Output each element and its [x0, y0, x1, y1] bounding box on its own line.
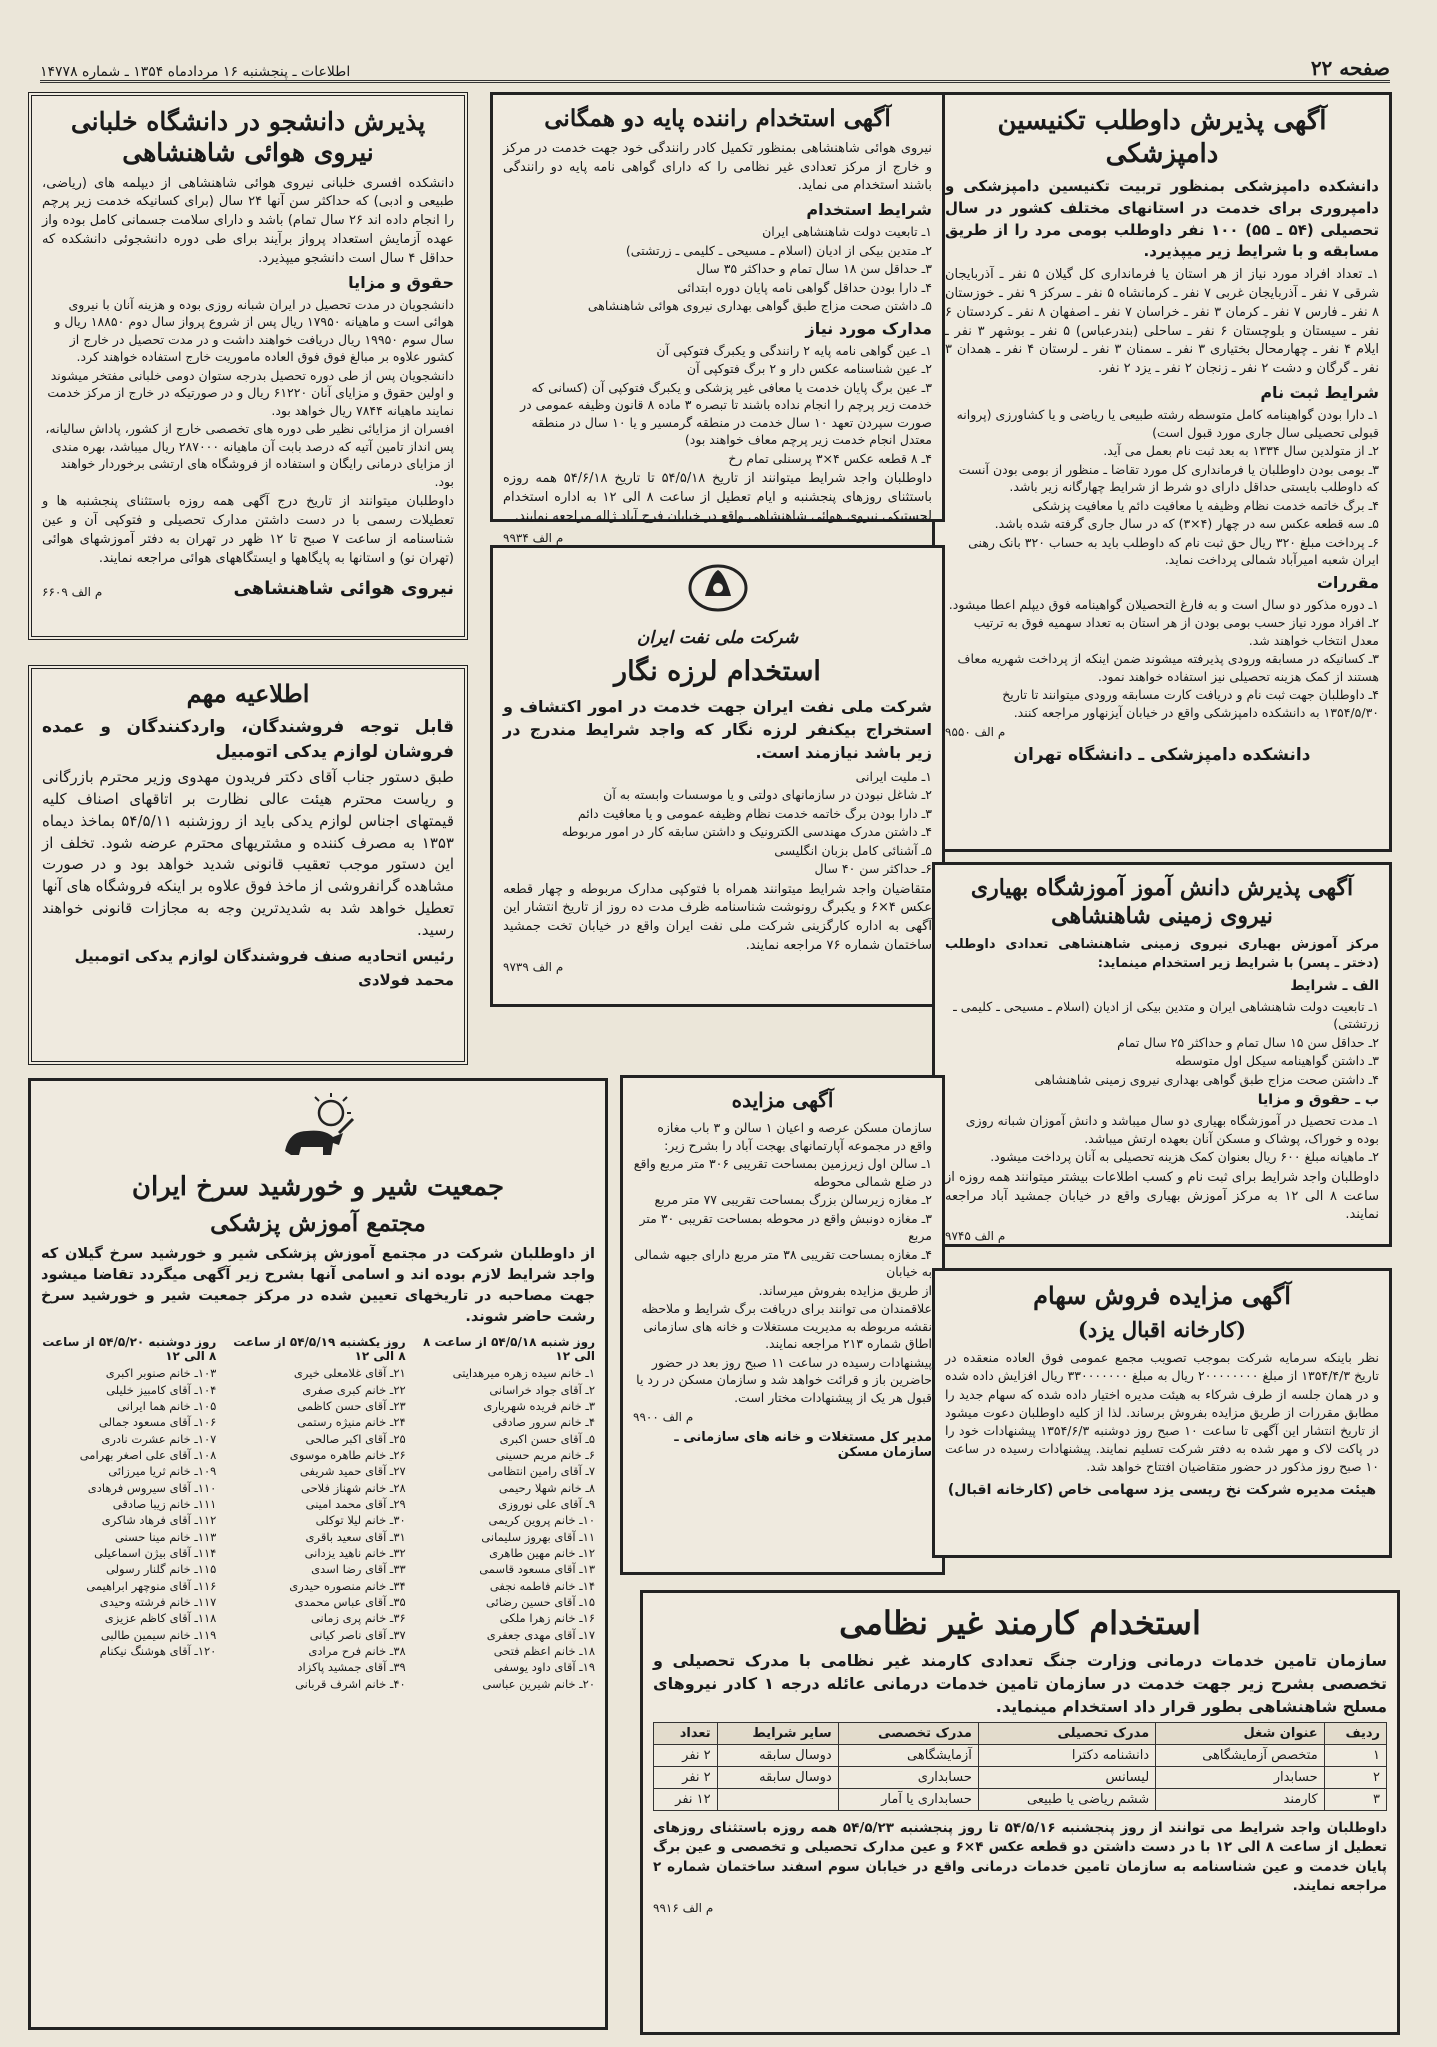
student-ad-benefit: افسران از مزایائی نظیر طی دوره های تخصصی خارج از کشور، پاداش سالیانه، پس انداز تامین آتیه که درصد بابت آن ماهیانه ۲۸۷۰۰۰ ریال میباشد، بهره مندی از مزایای درمانی رایگان و استفاده از فروشگاه های ارتشی برخوردار خواهند بود. — [45, 421, 454, 489]
student-ad-code: م الف ۶۶۰۹ — [42, 584, 103, 599]
auction-ad-line: از طریق مزایده بفروش میرساند. — [758, 1282, 932, 1298]
driver-ad-condition: ۲ـ متدین بیکی از ادیان (اسلام ـ مسیحی ـ کلیمی ـ زرتشتی) — [625, 242, 932, 258]
driver-ad-condition: ۱ـ تابعیت دولت شاهنشاهی ایران — [762, 224, 932, 240]
page-header — [40, 58, 1390, 83]
notice-title: اطلاعیه مهم — [186, 679, 310, 708]
school-ad-a-item: ۱ـ تابعیت دولت شاهنشاهی ایران و متدین بیکی از ادیان (اسلام ـ مسیحی ـ کلیمی ـ زرتشتی) — [953, 998, 1379, 1032]
oil-ad-condition: ۱ـ ملیت ایرانی — [855, 768, 932, 784]
candidate-name: ۳۸ـ خانم فرح مرادی — [308, 1643, 406, 1658]
redlion-ad-subtitle: مجتمع آموزش پزشکی — [210, 1209, 426, 1237]
candidate-name: ۳۲ـ خانم ناهید یزدانی — [304, 1545, 406, 1560]
school-ad-a-title: الف ـ شرایط — [1290, 977, 1379, 994]
candidate-name: ۸ـ خانم شهلا رحیمی — [498, 1480, 595, 1495]
candidate-name: ۱۰ـ خانم پروین کریمی — [488, 1513, 595, 1528]
vet-ad-rule: ۳ـ کسانیکه در مسابقه ورودی پذیرفته میشوند ضمن اینکه از پرداخت شهریه معاف هستند از کمک هزینه تحصیلی نیز استفاده خواهند نمود. — [957, 651, 1379, 684]
jobs-table — [653, 1722, 1387, 1811]
candidate-name: ۱۰۵ـ خانم هما ایرانی — [117, 1398, 217, 1413]
auction-ad-title: آگهی مزایده — [731, 1088, 834, 1112]
candidate-name: ۲۶ـ خانم طاهره موسوی — [289, 1447, 406, 1462]
column-header: تعداد — [654, 1722, 718, 1744]
pilot-student-ad — [28, 92, 468, 640]
candidate-name: ۶ـ خانم مریم حسینی — [495, 1447, 595, 1462]
driver-ad-condition: ۴ـ دارا بودن حداقل گواهی نامه پایان دوره ابتدائی — [677, 279, 932, 295]
vet-ad-signature: دانشکده دامپزشکی ـ دانشگاه تهران — [1013, 745, 1311, 766]
auction-ad-line: ۳ـ مغازه دونبش واقع در محوطه بمساحت تقریبی ۳۰ متر مربع — [639, 1210, 932, 1243]
table-cell: لیسانس — [978, 1766, 1155, 1788]
auction-ad-signature: مدیر کل مستغلات و خانه های سازمانی ـ سازمان مسکن — [674, 1430, 932, 1460]
vet-ad-rule: ۱ـ دوره مذکور دو سال است و به فارغ التحصیلان گواهینامه فوق دیپلم اعطا میشود. — [948, 596, 1379, 612]
vet-ad-rule: ۲ـ افراد مورد نیاز حسب بومی بودن از هر استان به تعداد سهمیه فوق به ترتیب معدل انتخاب خواهند شد. — [973, 615, 1379, 648]
candidate-name: ۱۰۴ـ آقای کامبیز خلیلی — [106, 1382, 217, 1397]
candidate-name: ۱۰۹ـ خانم ثریا میرزائی — [108, 1464, 217, 1479]
driver-ad-doc: ۳ـ عین برگ پایان خدمت یا معافی غیر پزشکی و یکبرگ فتوکپی آن (کسانی که خدمت زیر پرچم را انجام نداده باشند تا تبصره ۳ ماده ۸ قانون وظیفه عمومی در صورت سپردن تعهد ۱۰ سال خدمت در منطقه گرمسیر و یا ۱۰ سال در منطقه معتدل انجام خدمت زیر پرچم معاف خواهند بود) — [520, 379, 932, 448]
student-ad-signature: نیروی هوائی شاهنشاهی — [233, 577, 454, 599]
vet-ad-intro: دانشکده دامپزشکی بمنظور تربیت تکنیسین دامپزشکی و دامپروری برای خدمت در استانهای مختلف کشور در سال تحصیلی (۵۴ ـ ۵۵) ۱۰۰ نفر داوطلب بومی مرد را از طریق مسابقه و با شرایط زیر میپذیرد. — [945, 177, 1380, 261]
candidate-name: ۱۱۰ـ آقای سیروس فرهادی — [87, 1480, 217, 1495]
candidate-name: ۳۴ـ خانم منصوره حیدری — [289, 1578, 406, 1593]
student-ad-benefits-title: حقوق و مزایا — [348, 272, 454, 292]
oil-ad-condition: ۴ـ داشتن مدرک مهندسی الکترونیک و داشتن سابقه کار در امور مربوطه — [561, 824, 932, 840]
auction-ad-line: سازمان مسکن عرصه و اعیان ۱ سالن و ۳ باب مغازه واقع در مجموعه آپارتمانهای بهجت آباد را بشرح زیر: — [657, 1120, 932, 1153]
school-ad-a-item: ۴ـ داشتن صحت مزاج طبق گواهی بهداری نیروی زمینی شاهنشاهی — [1034, 1071, 1379, 1087]
candidate-name: ۱۰۳ـ خانم صنوبر اکبری — [105, 1366, 217, 1381]
oil-ad-code: م الف ۹۷۳۹ — [503, 959, 564, 974]
clerk-ad-title: استخدام کارمند غیر نظامی — [839, 1604, 1201, 1642]
driver-ad-docs-title: مدارک مورد نیاز — [805, 318, 932, 338]
vet-ad-condition: ۱ـ دارا بودن گواهینامه کامل متوسطه رشته طبیعی یا ریاضی و یا کشاورزی (پروانه قبولی تحصیلی سال جاری مورد قبول است) — [956, 407, 1379, 440]
candidate-name: ۱۱۲ـ آقای فرهاد شاکری — [101, 1513, 217, 1528]
notice-body: طبق دستور جناب آقای دکتر فریدون مهدوی وزیر محترم بازرگانی و ریاست محترم هیئت عالی نظارت بر اتاقهای اصناف کلیه قیمتهای اجناس لوازم یدکی باید از روزشنبه ۵۴/۵/۱۱ بماخذ دیماه ۱۳۵۳ به مصرف کننده و مشتریهای محترم عرضه شود. تخلف از این دستور موجب تعقیب قانونی شدید خواهد بود و در صورت مشاهده گرانفروشی از ماخذ فوق علاوه بر اینکه فروشگاه های آنها تعطیل خواهد شد به شدیدترین وجه به مجازات قانونی خواهند رسید. — [42, 768, 454, 939]
candidate-name: ۱۰۷ـ خانم عشرت نادری — [101, 1431, 217, 1446]
table-cell: ۱ — [1324, 1744, 1386, 1766]
candidate-name: ۲۳ـ آقای حسن کاظمی — [297, 1398, 406, 1413]
candidate-name: ۴ـ خانم سرور صادقی — [492, 1415, 595, 1430]
notice-signature: رئیس اتحادیه صنف فروشندگان لوازم یدکی اتومبیل — [74, 947, 454, 966]
candidate-name: ۱۹ـ آقای داود یوسفی — [493, 1660, 595, 1675]
candidate-name: ۱۴ـ خانم فاطمه نجفی — [489, 1578, 595, 1593]
candidate-name: ۳۵ـ آقای عباس محمدی — [294, 1594, 406, 1609]
table-cell: ۱۲ نفر — [654, 1788, 718, 1810]
nursing-school-ad — [932, 862, 1392, 1247]
candidate-name: ۱۶ـ خانم زهرا ملکی — [499, 1611, 595, 1626]
school-ad-a-item: ۳ـ داشتن گواهینامه سیکل اول متوسطه — [1175, 1053, 1379, 1069]
candidate-name: ۲۷ـ آقای حمید شریفی — [299, 1464, 406, 1479]
candidate-name: ۳۹ـ آقای جمشید پاکزاد — [297, 1660, 406, 1675]
candidate-name: ۲۹ـ آقای محمد امینی — [305, 1496, 406, 1511]
column-header: سایر شرایط — [717, 1722, 838, 1744]
vet-ad-conditions-title: شرایط ثبت نام — [1260, 383, 1379, 403]
auction-ad-line: پیشنهادات رسیده در ساعت ۱۱ صبح روز بعد در حضور حاضرین باز و قرائت خواهد شد و سازمان مسکن در رد یا قبول هر یک از پیشنهادات مختار است. — [636, 1354, 932, 1405]
driver-ad-doc: ۲ـ عین شناسنامه عکس دار و ۲ برگ فتوکپی آن — [686, 361, 932, 377]
candidate-column-2 — [230, 1331, 405, 1692]
oil-company-logo — [503, 560, 932, 624]
student-ad-closing: داوطلبان میتوانند از تاریخ درج آگهی همه روزه باستثنای پنجشنبه ها و تعطیلات رسمی با در دست داشتن مدارک تحصیلی و فتوکپی آن و عین شناسنامه از ساعت ۷ صبح تا ۱۲ ظهر در تهران به دفتر آموزشهای هوائی (تهران نو) و استانها به پایگاهها و ایستگاههای هوائی مراجعه نمایند. — [42, 494, 454, 566]
candidate-name: ۱۱۴ـ آقای بیژن اسماعیلی — [94, 1545, 217, 1560]
vet-technician-ad — [932, 92, 1392, 852]
table-cell: ۲ نفر — [654, 1766, 718, 1788]
oil-emblem-icon — [673, 560, 763, 620]
table-cell: کارمند — [1156, 1788, 1325, 1810]
jobs-table-header — [654, 1722, 1387, 1744]
issue-info: اطلاعات ـ پنجشنبه ۱۶ مردادماه ۱۳۵۴ ـ شماره ۱۴۷۷۸ — [40, 64, 351, 80]
column-header: عنوان شغل — [1156, 1722, 1325, 1744]
shares-ad-subtitle: (کارخانه اقبال یزد) — [1077, 1317, 1247, 1342]
clerk-ad-closing: داوطلبان واجد شرایط می توانند از روز پنجشنبه ۵۴/۵/۱۶ تا روز پنجشنبه ۵۴/۵/۲۳ همه روزه باستثنای روزهای تعطیل از ساعت ۸ الی ۱۲ با در دست داشتن دو قطعه عکس ۴×۶ و عین مدارک تحصیلی و تخصصی و عین برگ پایان خدمت و عین شناسنامه به سازمان تامین خدمات درمانی واقع در خیابان سوم اسفند ساختمان شماره ۲ مراجعه نمایند. — [653, 1819, 1387, 1895]
table-cell: دوسال سابقه — [717, 1766, 838, 1788]
vet-ad-rule: ۴ـ داوطلبان جهت ثبت نام و دریافت کارت مسابقه ورودی میتوانند تا تاریخ ۱۳۵۴/۵/۳۰ به دانشکده دامپزشکی واقع در خیابان آیزنهاور مراجعه کنند. — [1002, 687, 1379, 720]
redlion-ad-intro: از داوطلبان شرکت در مجتمع آموزش پزشکی شیر و خورشید سرخ گیلان که واجد شرایط لازم بوده اند و اسامی آنها بشرح زیر آگهی میگردد تقاضا میشود جهت مصاحبه در تاریخهای تعیین شده در مرکز جمعیت شیر و خورشید سرخ رشت حاضر شوند. — [41, 1246, 595, 1326]
student-ad-benefit: دانشجویان در مدت تحصیل در ایران شبانه روزی بوده و هزینه آنان با نیروی هوائی است و ماهیانه ۱۷۹۵۰ ریال پس از شروع پرواز سال دوم ۱۸۸۵۰ ریال و سال سوم ۱۹۹۵۰ ریال دریافت خواهند داشت و در مدت تحصیل در خارج از کشور علاوه بر مبالغ فوق فوق العاده ماموریت خارج استفاده خواهند کرد. — [54, 296, 454, 365]
table-cell: ۳ — [1324, 1788, 1386, 1810]
notice-name: محمد فولادی — [358, 971, 454, 990]
candidate-name: ۷ـ آقای رامین انتظامی — [487, 1464, 595, 1479]
school-ad-code: م الف ۹۷۴۵ — [945, 1229, 1006, 1244]
vet-ad-code: م الف ۹۵۵۰ — [945, 725, 1006, 740]
candidate-name: ۱۱ـ آقای بهروز سلیمانی — [481, 1529, 595, 1544]
candidate-name: ۱۱۱ـ خانم زیبا صادقی — [112, 1496, 217, 1511]
oil-ad-condition: ۵ـ آشنائی کامل بزبان انگلیسی — [774, 842, 932, 858]
table-cell — [717, 1788, 838, 1810]
school-ad-b-title: ب ـ حقوق و مزایا — [1257, 1092, 1379, 1109]
table-row — [654, 1744, 1387, 1766]
candidate-name: ۱۰۶ـ آقای مسعود جمالی — [98, 1415, 217, 1430]
school-ad-b-item: ۲ـ ماهیانه مبلغ ۶۰۰ ریال بعنوان کمک هزینه تحصیلی به آنان پرداخت میشود. — [990, 1149, 1379, 1165]
vet-ad-title: آگهی پذیرش داوطلب تکنیسین دامپزشکی — [997, 106, 1327, 169]
clerk-ad-code: م الف ۹۹۱۶ — [653, 1900, 714, 1915]
driver-ad-condition: ۳ـ حداقل سن ۱۸ سال تمام و حداکثر ۳۵ سال — [696, 261, 932, 277]
student-ad-benefit: دانشجویان پس از طی دوره تحصیل بدرجه ستوان دومی خلبانی مفتخر میشوند و اولین حقوق و مزایای آنان ۶۱۲۲۰ ریال و در صورتیکه در خارج از مرکز خدمت نمایند ماهیانه ۷۸۴۴ ریال خواهد بود. — [47, 367, 454, 418]
candidate-column-3 — [41, 1331, 216, 1692]
candidate-name: ۲۴ـ خانم منیژه رستمی — [297, 1415, 406, 1430]
table-cell: حسابدار — [1156, 1766, 1325, 1788]
table-row — [654, 1788, 1387, 1810]
table-cell: حسابداری یا آمار — [838, 1788, 978, 1810]
table-cell: ۲ — [1324, 1766, 1386, 1788]
auction-ad-line: ۲ـ مغازه زیرسالن بزرگ بمساحت تقریبی ۷۷ متر مربع — [654, 1192, 932, 1207]
candidate-name: ۲۲ـ خانم کبری صفری — [302, 1382, 406, 1397]
driver-ad-closing: داوطلبان واجد شرایط میتوانند از تاریخ ۵۴/۵/۱۸ تا تاریخ ۵۴/۶/۱۸ همه روزه باستثنای روزهای پنجشنبه و ایام تعطیل از ساعت ۸ الی ۱۲ به اداره استخدام لجستیکی نیروی هوائی شاهنشاهی واقع در خیابان فرح آباد ژاله مراجعه نمایند. — [503, 471, 933, 524]
school-ad-intro: مرکز آموزش بهیاری نیروی زمینی شاهنشاهی تعدادی داوطلب (دختر ـ پسر) با شرایط زیر استخدام مینماید: — [945, 937, 1379, 971]
shares-ad-title: آگهی مزایده فروش سهام — [1033, 1281, 1291, 1310]
notice-headline: قابل توجه فروشندگان، واردکنندگان و عمده فروشان لوازم یدکی اتومبیل — [42, 717, 454, 762]
candidate-name: ۱ـ خانم سیده زهره میرهدایتی — [452, 1366, 595, 1381]
oil-ad-condition: ۶ـ حداکثر سن ۴۰ سال — [814, 861, 932, 877]
school-ad-a-item: ۲ـ حداقل سن ۱۵ سال تمام و حداکثر ۲۵ سال تمام — [1117, 1034, 1379, 1050]
shares-ad-signature: هیئت مدیره شرکت نخ ریسی یزد سهامی خاص (کارخانه اقبال) — [947, 1482, 1377, 1499]
candidate-name: ۲۰ـ خانم شیرین عباسی — [482, 1676, 595, 1691]
auction-ad-line: ۴ـ مغازه بمساحت تقریبی ۳۸ متر مربع دارای جبهه شمالی به خیابان — [634, 1246, 932, 1279]
auction-ad-code: م الف ۹۹۰۰ — [633, 1410, 694, 1424]
vet-ad-condition: ۲ـ از متولدین سال ۱۳۳۴ به بعد ثبت نام بعمل می آید. — [1103, 443, 1379, 459]
candidate-name: ۱۱۸ـ آقای کاظم عزیزی — [104, 1611, 217, 1626]
driver-ad-doc: ۴ـ ۸ قطعه عکس ۴×۳ پرسنلی تمام رخ — [728, 450, 932, 466]
auction-ad-line: ۱ـ سالن اول زیرزمین بمساحت تقریبی ۳۰۶ متر مربع واقع در ضلع شمالی محوطه — [633, 1156, 932, 1189]
vet-ad-rules-title: مقررات — [1316, 572, 1379, 592]
table-cell: حسابداری — [838, 1766, 978, 1788]
candidate-name: ۹ـ آقای علی نوروزی — [498, 1496, 595, 1511]
interview-day-3: روز دوشنبه ۵۴/۵/۲۰ از ساعت ۸ الی ۱۲ — [42, 1335, 217, 1364]
candidate-name: ۳۰ـ خانم لیلا توکلی — [315, 1513, 406, 1528]
candidate-name: ۱۱۹ـ خانم سیمین طالبی — [100, 1627, 217, 1642]
school-ad-closing: داوطلبان واجد شرایط برای ثبت نام و کسب اطلاعات بیشتر میتوانند همه روزه از ساعت ۸ الی ۱۲ به مرکز آموزش بهیاری واقع در خیابان جمشید آباد مراجعه نمایند. — [945, 1169, 1379, 1223]
candidate-name: ۱۱۶ـ آقای منوچهر ابراهیمی — [86, 1578, 217, 1593]
table-cell: دوسال سابقه — [717, 1744, 838, 1766]
important-notice-ad — [28, 665, 468, 1065]
driver-ad-doc: ۱ـ عین گواهی نامه پایه ۲ رانندگی و یکبرگ فتوکپی آن — [656, 342, 932, 358]
candidate-name: ۱۳ـ آقای مسعود قاسمی — [479, 1562, 595, 1577]
driver-hiring-ad — [490, 92, 945, 545]
oil-company-ad — [490, 545, 945, 1007]
candidate-list-2 — [230, 1365, 405, 1692]
red-lion-sun-ad — [28, 1078, 608, 2030]
red-lion-sun-logo — [41, 1093, 595, 1167]
candidate-name: ۲۵ـ آقای اکبر صالحی — [305, 1431, 406, 1446]
school-ad-b-item: ۱ـ مدت تحصیل در آموزشگاه بهیاری دو سال میباشد و دانش آموزان شبانه روزی بوده و خوراک، پوشاک و مسکن آنان بعهده ارتش میباشد. — [965, 1113, 1379, 1146]
driver-ad-code: م الف ۹۹۳۴ — [503, 530, 564, 545]
candidate-name: ۲۸ـ خانم شهناز فلاحی — [300, 1480, 406, 1495]
civilian-employee-ad — [640, 1590, 1400, 2035]
vet-ad-condition: ۳ـ بومی بودن داوطلبان یا فرمانداری کل مورد تقاضا ـ منظور از بومی بودن آنست که داوطلب بایستی حداقل دارای دو شرط از شرایط چهارگانه زیر باشد. — [958, 461, 1379, 495]
oil-ad-condition: ۳ـ دارا بودن برگ خاتمه خدمت نظام وظیفه عمومی و یا معافیت دائم — [577, 805, 932, 821]
candidate-name: ۳۷ـ آقای ناصر کیانی — [309, 1627, 406, 1642]
table-row — [654, 1766, 1387, 1788]
driver-ad-title: آگهی استخدام راننده پایه دو همگانی — [544, 105, 891, 132]
column-header: مدرک تخصصی — [838, 1722, 978, 1744]
school-ad-title: آگهی پذیرش دانش آموز آموزشگاه بهیاری نیروی زمینی شاهنشاهی — [970, 875, 1354, 929]
driver-ad-intro: نیروی هوائی شاهنشاهی بمنظور تکمیل کادر رانندگی خود جهت خدمت در مرکز و خارج از مرکز تعدادی غیر نظامی را که دارای گواهی نامه پایه دو رانندگی باشند استخدام می نماید. — [503, 140, 932, 194]
table-cell: دانشنامه دکترا — [978, 1744, 1155, 1766]
interview-day-2: روز یکشنبه ۵۴/۵/۱۹ از ساعت ۸ الی ۱۲ — [233, 1335, 406, 1364]
redlion-ad-title: جمعیت شیر و خورشید سرخ ایران — [131, 1172, 505, 1202]
candidate-name: ۱۱۵ـ خانم گلنار رسولی — [105, 1562, 217, 1577]
auction-ad-line: علاقمندان می توانند برای دریافت برگ شرایط و ملاحظه نقشه مربوطه به مدیریت مستغلات و خانه های سازمانی اطاق شماره ۲۱۳ مراجعه نمایند. — [641, 1301, 932, 1351]
candidate-list-1 — [420, 1365, 595, 1692]
candidate-name: ۱۸ـ خانم اعظم فتحی — [493, 1643, 595, 1658]
candidate-name: ۳۳ـ آقای رضا اسدی — [311, 1562, 406, 1577]
candidate-lists — [41, 1331, 595, 1692]
student-ad-intro: دانشکده افسری خلبانی نیروی هوائی شاهنشاهی از دیپلمه های (ریاضی، طبیعی و ادبی) که حداکثر سن آنها ۲۴ سال (برای کسانیکه خدمت زیر پرچم را انجام داده اند ۲۶ سال تمام) باشد و دارای سلامت جسمانی کامل بوده واز عهده آزمایش استعداد پرواز برآیند برای طی دوره دانشجوئی دانشکده که حداقل ۴ سال است دانشجو میپذیرد. — [42, 175, 454, 266]
vet-ad-condition: ۵ـ سه قطعه عکس سه در چهار (۴×۳) که در سال جاری گرفته شده باشد. — [994, 516, 1379, 532]
oil-ad-closing: متقاضیان واجد شرایط میتوانند همراه با فتوکپی مدارک مربوطه و چهار قطعه عکس ۴×۶ و یکبرگ رونوشت شناسنامه ظرف مدت ده روز از تاریخ انتشار این آگهی به اداره کارگزینی شرکت ملی نفت ایران واقع در خیابان تخت جمشید ساختمان شماره ۷۶ مراجعه نمایند. — [503, 881, 932, 954]
oil-ad-title: استخدام لرزه نگار — [614, 656, 821, 688]
clerk-ad-intro: سازمان تامین خدمات درمانی وزارت جنگ تعدادی کارمند غیر نظامی با مدرک تحصیلی و تخصصی بشرح زیر جهت خدمت در سازمان تامین خدمات درمانی عائله درجه ۱ کادر نیروهای مسلح شاهنشاهی بطور قرار داد استخدام مینماید. — [653, 1651, 1388, 1717]
candidate-name: ۲۱ـ آقای غلامعلی خیری — [293, 1366, 406, 1381]
candidate-name: ۱۵ـ آقای حسین رضائی — [485, 1594, 595, 1609]
candidate-name: ۱۱۳ـ خانم مینا حسنی — [114, 1529, 217, 1544]
vet-ad-condition: ۴ـ برگ خاتمه خدمت نظام وظیفه یا معافیت دائم یا معافیت پزشکی — [1032, 497, 1379, 513]
table-cell: متخصص آزمایشگاهی — [1156, 1744, 1325, 1766]
candidate-name: ۳۶ـ خانم پری زمانی — [310, 1611, 406, 1626]
candidate-name: ۱۲۰ـ آقای هوشنگ نیکنام — [99, 1643, 217, 1658]
oil-ad-condition: ۲ـ شاغل نبودن در سازمانهای دولتی و یا موسسات وابسته به آن — [603, 787, 932, 803]
housing-auction-ad — [620, 1075, 945, 1575]
candidate-name: ۱۱۷ـ خانم فرشته وحیدی — [99, 1594, 217, 1609]
candidate-name: ۳۱ـ آقای سعید باقری — [305, 1529, 406, 1544]
candidate-name: ۱۷ـ آقای مهدی جعفری — [486, 1627, 595, 1642]
vet-ad-quota: ۱ـ تعداد افراد مورد نیاز از هر استان یا فرمانداری کل گیلان ۵ نفر ـ آذربایجان شرقی ۷ نفر ـ آذربایجان غربی ۷ نفر ـ کرمانشاه ۵ نفر ـ سرکز ۹ نفر ـ خوزستان ۸ نفر ـ فارس ۷ نفر ـ کرمان ۳ نفر ـ خراسان ۷ نفر ـ اصفهان ۸ نفر ـ کردستان ۶ نفر ـ سیستان و بلوچستان ۶ نفر ـ ساحلی (بندرعباس) ۵ نفر ـ بوشهر ۳ نفر ـ ایلام ۴ نفر ـ چهارمحال بختیاری ۳ نفر ـ سمنان ۳ نفر ـ لرستان ۴ نفر ـ همدان ۳ نفر ـ گرگان و دشت ۲ نفر ـ زنجان ۲ نفر ـ یزد ۲ نفر. — [945, 267, 1380, 377]
oil-company-name: شرکت ملی نفت ایران — [636, 628, 799, 648]
table-cell: ۲ نفر — [654, 1744, 718, 1766]
column-header: مدرک تحصیلی — [978, 1722, 1155, 1744]
page-number: صفحه ۲۲ — [1310, 56, 1390, 80]
lion-and-sun-icon — [273, 1093, 363, 1163]
candidate-column-1 — [420, 1331, 595, 1692]
interview-day-1: روز شنبه ۵۴/۵/۱۸ از ساعت ۸ الی ۱۲ — [423, 1335, 595, 1364]
table-cell: آزمایشگاهی — [838, 1744, 978, 1766]
table-cell: ششم ریاضی یا طبیعی — [978, 1788, 1155, 1810]
candidate-name: ۳ـ خانم فریده شهریاری — [483, 1398, 595, 1413]
candidate-name: ۴۰ـ خانم اشرف قربانی — [295, 1676, 406, 1691]
candidate-name: ۵ـ آقای حسن اکبری — [499, 1431, 595, 1446]
share-auction-ad — [932, 1268, 1392, 1558]
candidate-name: ۱۰۸ـ آقای علی اصغر بهرامی — [79, 1447, 217, 1462]
student-ad-title: پذیرش دانشجو در دانشگاه خلبانی نیروی هوائی شاهنشاهی — [70, 107, 426, 168]
shares-ad-body: نظر باینکه سرمایه شرکت بموجب تصویب مجمع عمومی فوق العاده منعقده در تاریخ ۱۳۵۴/۴/۳ از مبلغ ۲۰۰۰۰۰۰۰۰ ریال به مبلغ ۳۳۰۰۰۰۰۰۰ ریال افزایش داده شده و در همان جلسه از طرف شرکاء به هیئت مدیره اختیار داده شده که سهام جدید را مطابق مقررات از طریق مزایده بفروش برساند. لذا از کلیه داوطلبان دعوت میشود از تاریخ انتشار این آگهی تا ساعت ۱۰ صبح روز دوشنبه ۱۳۵۴/۶/۳ پیشنهادات خود را در پاکت لاک و مهر شده به دفتر شرکت تسلیم نمایند. پیشنهادات رسیده در ساعت ۱۰ صبح روز مذکور در حضور متقاضیان افتتاح خواهد شد. — [945, 1350, 1379, 1474]
driver-ad-conditions-title: شرایط استخدام — [806, 200, 932, 220]
candidate-list-3 — [41, 1365, 216, 1659]
oil-ad-intro: شرکت ملی نفت ایران جهت خدمت در امور اکتشاف و استخراج بیکنفر لرزه نگار که واجد شرایط مندرج در زیر باشد نیازمند است. — [503, 697, 932, 763]
vet-ad-condition: ۶ـ پرداخت مبلغ ۳۲۰ ریال حق ثبت نام که داوطلب باید به حساب ۳۲۰ بانک رهنی ایران شعبه امیرآباد شمالی پرداخت نماید. — [968, 534, 1379, 568]
driver-ad-condition: ۵ـ داشتن صحت مزاج طبق گواهی بهداری نیروی هوائی شاهنشاهی — [587, 298, 932, 314]
candidate-name: ۲ـ آقای جواد خراسانی — [489, 1382, 595, 1397]
column-header: ردیف — [1324, 1722, 1386, 1744]
candidate-name: ۱۲ـ خانم مهین طاهری — [489, 1545, 595, 1560]
